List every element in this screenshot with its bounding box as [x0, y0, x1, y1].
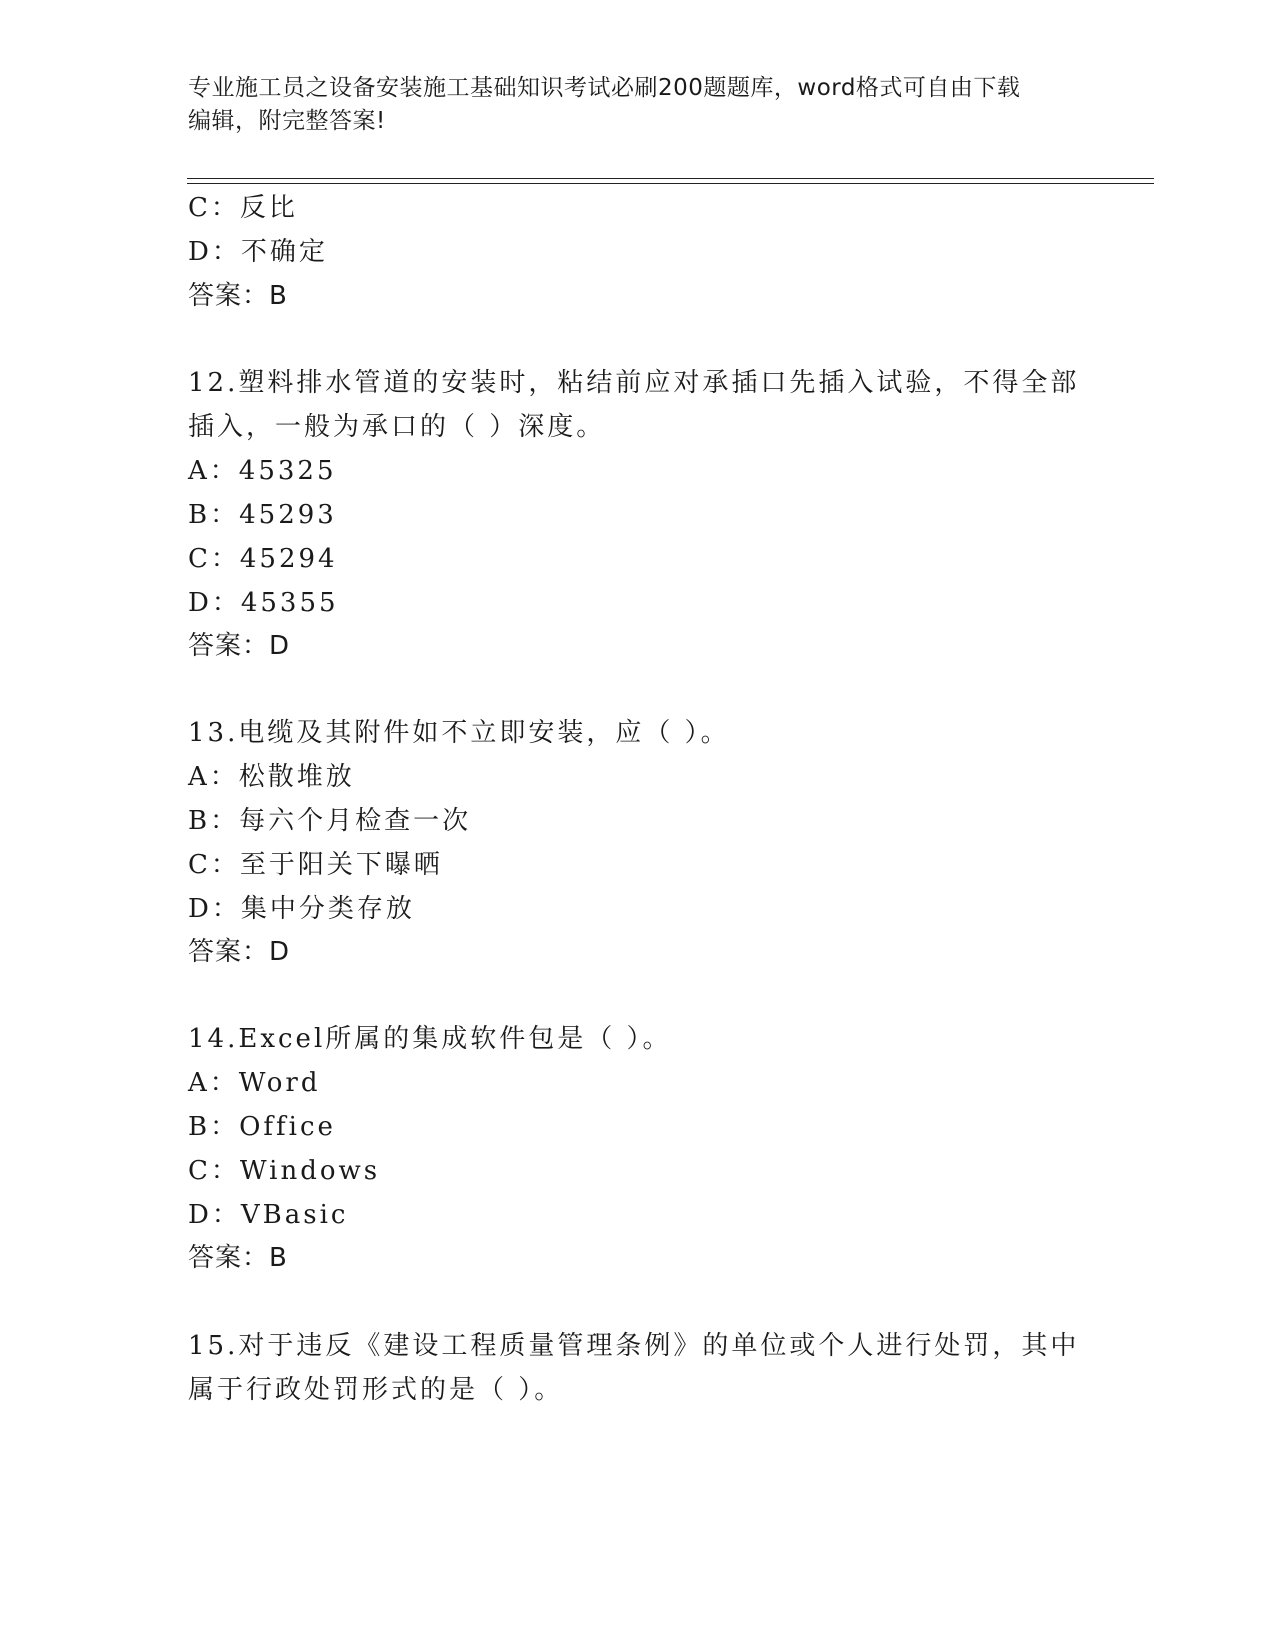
header-divider-top	[187, 178, 1154, 179]
option-a: A：松散堆放	[188, 762, 355, 792]
header-line-2: 编辑，附完整答案!	[188, 108, 386, 134]
question-stem: 14.Excel所属的集成软件包是（ ）。	[188, 1024, 672, 1054]
document-header	[188, 72, 1088, 138]
header-line-1: 专业施工员之设备安装施工基础知识考试必刷200题题库，word格式可自由下载	[188, 75, 1021, 101]
header-divider-bottom	[187, 183, 1154, 184]
option-c: C：至于阳关下曝晒	[188, 850, 443, 880]
option-d: D：VBasic	[188, 1200, 349, 1230]
option-c: C：反比	[188, 193, 298, 223]
option-d: D：45355	[188, 588, 339, 618]
option-b: B：每六个月检查一次	[188, 806, 472, 836]
option-c: C：Windows	[188, 1156, 381, 1186]
option-d: D：不确定	[188, 237, 328, 267]
option-b: B：45293	[188, 500, 337, 530]
answer-line: 答案：D	[188, 631, 291, 661]
question-stem: 13.电缆及其附件如不立即安装，应（ ）。	[188, 718, 730, 748]
question-stem: 15.对于违反《建设工程质量管理条例》的单位或个人进行处罚，其中	[188, 1331, 1080, 1361]
question-stem: 12.塑料排水管道的安装时，粘结前应对承插口先插入试验，不得全部	[188, 368, 1080, 398]
answer-line: 答案：B	[188, 281, 288, 311]
question-stem-continued: 属于行政处罚形式的是（ ）。	[188, 1375, 564, 1405]
option-a: A：Word	[188, 1068, 321, 1098]
option-a: A：45325	[188, 456, 337, 486]
question-stem-continued: 插入，一般为承口的（ ）深度。	[188, 412, 606, 442]
option-b: B：Office	[188, 1112, 336, 1142]
answer-line: 答案：D	[188, 937, 291, 967]
option-d: D：集中分类存放	[188, 894, 415, 924]
answer-line: 答案：B	[188, 1243, 288, 1273]
option-c: C：45294	[188, 544, 338, 574]
